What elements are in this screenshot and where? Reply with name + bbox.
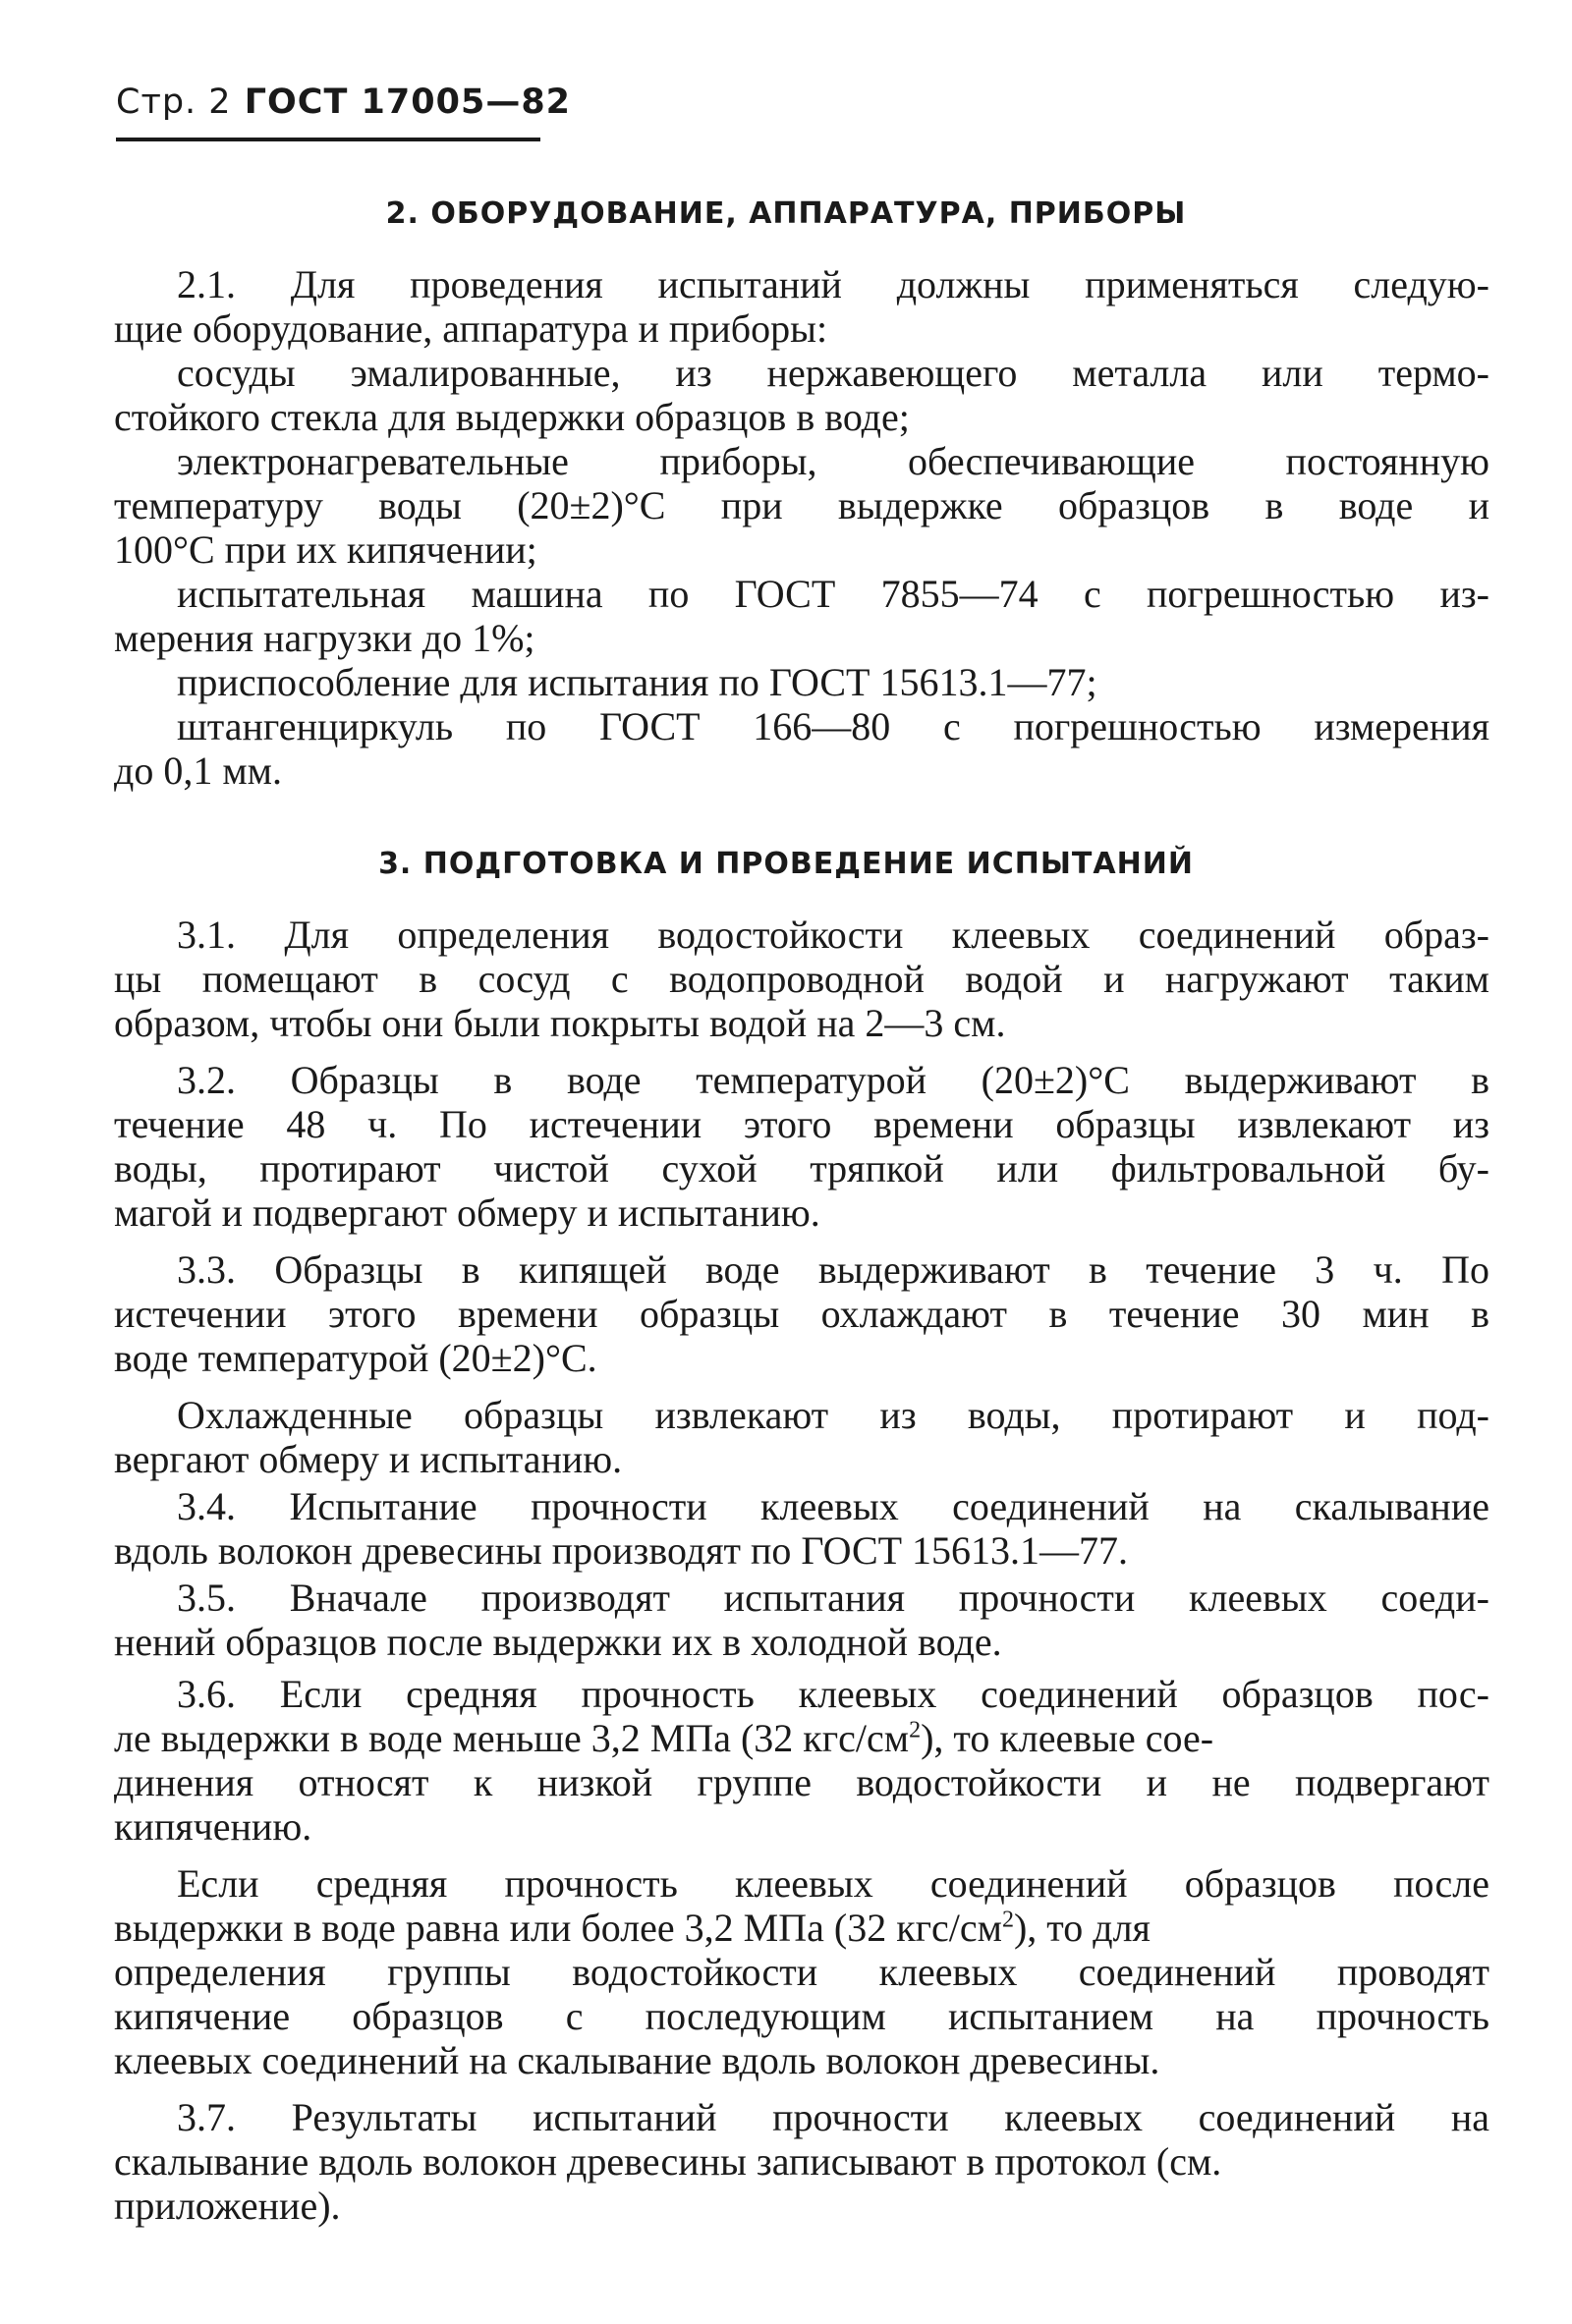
text-line: 3.3. Образцы в кипящей воде выдерживают в течение 3 ч. По	[177, 1247, 1489, 1292]
page-number-label: Стр. 2	[116, 83, 232, 122]
text-line	[114, 1717, 1489, 1760]
page-header	[116, 83, 571, 122]
section-3-heading: 3. ПОДГОТОВКА И ПРОВЕДЕНИЕ ИСПЫТАНИЙ	[378, 847, 1194, 881]
text-line: щие оборудование, аппаратура и приборы:	[114, 306, 828, 351]
text-line: сосуды эмалированные, из нержавеющего металла или термо-	[177, 351, 1489, 395]
text-line: 3.4. Испытание прочности клеевых соединений на скалывание	[177, 1484, 1489, 1528]
text-line: 100°С при их кипячении;	[114, 527, 537, 572]
text-line: температуру воды (20±2)°С при выдержке образцов в воде и	[114, 483, 1489, 527]
text-line: динения относят к низкой группе водостойкости и не подвергают	[114, 1760, 1489, 1804]
text-line: скалывание вдоль волокон древесины записывают в протокол (см.	[114, 2139, 1222, 2184]
text-line: определения группы водостойкости клеевых соединений проводят	[114, 1950, 1489, 1994]
text-line: до 0,1 мм.	[114, 748, 282, 793]
text-line: испытательная машина по ГОСТ 7855—74 с погрешностью из-	[177, 572, 1489, 616]
text-line: 3.5. Вначале производят испытания прочности клеевых соеди-	[177, 1576, 1489, 1620]
section-2-heading: 2. ОБОРУДОВАНИЕ, АППАРАТУРА, ПРИБОРЫ	[385, 196, 1187, 231]
doc-code: ГОСТ 17005—82	[244, 83, 572, 122]
text-line: нений образцов после выдержки их в холодной воде.	[114, 1620, 1002, 1664]
text-line: 3.1. Для определения водостойкости клеевых соединений образ-	[177, 913, 1489, 957]
text-line: стойкого стекла для выдержки образцов в воде;	[114, 395, 910, 439]
text-line: цы помещают в сосуд с водопроводной водой и нагружают таким	[114, 957, 1489, 1001]
text-line: мерения нагрузки до 1%;	[114, 616, 535, 660]
text-line: вдоль волокон древесины производят по ГОСТ 15613.1—77.	[114, 1528, 1129, 1573]
text-line: приспособление для испытания по ГОСТ 15613.1—77;	[177, 660, 1097, 704]
text-line: 2.1. Для проведения испытаний должны применяться следую-	[177, 262, 1489, 306]
text-line: штангенциркуль по ГОСТ 166—80 с погрешностью измерения	[177, 704, 1489, 748]
text-fragment: выдержки в воде равна или более 3,2 МПа (32 кгс/см	[114, 1906, 1002, 1950]
text-line: воде температурой (20±2)°С.	[114, 1336, 597, 1380]
text-line: приложение).	[114, 2184, 341, 2228]
text-line: вергают обмеру и испытанию.	[114, 1437, 623, 1481]
text-line: магой и подвергают обмеру и испытанию.	[114, 1190, 820, 1235]
text-line	[114, 1907, 1489, 1950]
text-line: кипячению.	[114, 1804, 312, 1849]
text-line: 3.2. Образцы в воде температурой (20±2)°С выдерживают в	[177, 1058, 1489, 1102]
text-fragment: ле выдержки в воде меньше 3,2 МПа (32 кгс/см	[114, 1716, 910, 1760]
text-line: воды, протирают чистой сухой тряпкой или фильтровальной бу-	[114, 1146, 1489, 1190]
text-line: течение 48 ч. По истечении этого времени образцы извлекают из	[114, 1102, 1489, 1146]
text-line: истечении этого времени образцы охлаждают в течение 30 мин в	[114, 1292, 1489, 1336]
text-line: электронагревательные приборы, обеспечивающие постоянную	[177, 439, 1489, 483]
superscript: 2	[909, 1717, 922, 1743]
text-line: 3.6. Если средняя прочность клеевых соединений образцов пос-	[177, 1672, 1489, 1716]
text-line: образом, чтобы они были покрыты водой на 2—3 см.	[114, 1001, 1006, 1045]
text-line: Охлажденные образцы извлекают из воды, протирают и под-	[177, 1393, 1489, 1437]
header-divider	[116, 138, 540, 141]
superscript: 2	[1001, 1907, 1014, 1933]
text-fragment: ), то клеевые сое-	[921, 1716, 1214, 1760]
text-line: Если средняя прочность клеевых соединений образцов после	[177, 1861, 1489, 1906]
text-line: 3.7. Результаты испытаний прочности клеевых соединений на	[177, 2095, 1489, 2139]
text-line: клеевых соединений на скалывание вдоль волокон древесины.	[114, 2038, 1160, 2082]
text-line: кипячение образцов с последующим испытанием на прочность	[114, 1994, 1489, 2038]
text-fragment: ), то для	[1013, 1906, 1151, 1950]
